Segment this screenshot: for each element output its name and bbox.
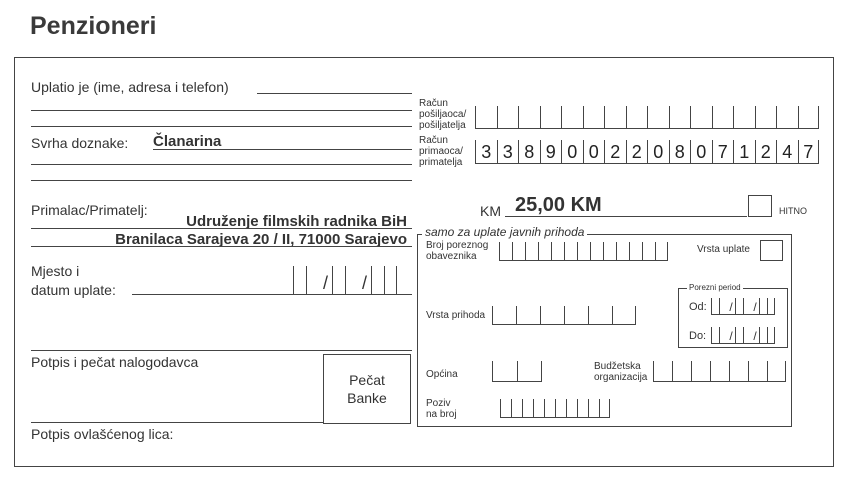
taxpayer-id-label: Broj poreznog obaveznika bbox=[426, 240, 489, 262]
payment-type-box[interactable] bbox=[760, 240, 783, 261]
budget-org-boxes[interactable] bbox=[653, 361, 786, 382]
recipient-address[interactable]: Branilaca Sarajeva 20 / II, 71000 Sarajevo bbox=[115, 231, 407, 248]
page-title: Penzioneri bbox=[30, 12, 157, 40]
purpose-line-1 bbox=[153, 149, 412, 150]
place-date-label-2: datum uplate: bbox=[31, 282, 116, 298]
recipient-name[interactable]: Udruženje filmskih radnika BiH bbox=[186, 213, 407, 230]
purpose-line-2[interactable] bbox=[31, 164, 412, 165]
payer-line-2[interactable] bbox=[31, 110, 412, 111]
period-to-boxes[interactable]: / / bbox=[711, 327, 775, 344]
place-date-label-1: Mjesto i bbox=[31, 263, 80, 279]
sender-account-boxes[interactable] bbox=[475, 106, 819, 129]
purpose-label: Svrha doznake: bbox=[31, 135, 129, 151]
bank-stamp-line-2: Banke bbox=[347, 390, 387, 406]
bank-stamp-box bbox=[323, 354, 411, 424]
bank-stamp-line-1: Pečat bbox=[349, 372, 385, 388]
amount-line bbox=[505, 216, 747, 217]
signature-official-line bbox=[31, 422, 323, 423]
recipient-account-label: Račun primaoca/ primatelja bbox=[419, 135, 463, 168]
payer-label: Uplatio je (ime, adresa i telefon) bbox=[31, 79, 229, 95]
taxpayer-id-boxes[interactable] bbox=[499, 242, 668, 261]
currency-label: KM bbox=[480, 203, 501, 219]
payment-slip bbox=[14, 57, 834, 467]
revenue-type-boxes[interactable] bbox=[492, 306, 636, 325]
municipality-boxes[interactable] bbox=[492, 361, 542, 382]
payment-type-label: Vrsta uplate bbox=[697, 244, 750, 255]
signature-top-line bbox=[31, 350, 412, 351]
period-from-label: Od: bbox=[689, 301, 707, 313]
reference-label: Poziv na broj bbox=[426, 398, 457, 420]
signature-official-label: Potpis ovlašćenog lica: bbox=[31, 426, 174, 442]
period-to-label: Do: bbox=[689, 330, 707, 342]
signature-payer-label: Potpis i pečat nalogodavca bbox=[31, 354, 199, 370]
recipient-account-boxes[interactable]: 3 3 8 9 0 0 2 2 0 8 0 7 1 2 4 7 bbox=[475, 140, 819, 164]
payer-line-3[interactable] bbox=[31, 126, 412, 127]
recipient-line-2 bbox=[31, 246, 412, 247]
recipient-line-1 bbox=[31, 228, 412, 229]
municipality-label: Općina bbox=[426, 369, 458, 380]
purpose-value[interactable]: Članarina bbox=[153, 133, 222, 150]
reference-boxes[interactable] bbox=[500, 399, 610, 418]
public-revenue-title: samo za uplate javnih prihoda bbox=[422, 225, 587, 239]
amount-value[interactable]: 25,00 KM bbox=[515, 194, 602, 216]
purpose-line-3[interactable] bbox=[31, 180, 412, 181]
payer-line-1[interactable] bbox=[257, 93, 412, 94]
tax-period-label: Porezni period bbox=[689, 283, 741, 292]
public-revenue-box bbox=[417, 225, 792, 427]
tax-period-box bbox=[678, 283, 788, 348]
revenue-type-label: Vrsta prihoda bbox=[426, 310, 486, 321]
date-boxes[interactable]: / / bbox=[293, 266, 397, 295]
recipient-label: Primalac/Primatelj: bbox=[31, 202, 148, 218]
sender-account-label: Račun pošiljaoca/ pošiljatelja bbox=[419, 98, 467, 131]
budget-org-label: Budžetska organizacija bbox=[594, 361, 648, 383]
urgent-label: HITNO bbox=[779, 206, 807, 216]
urgent-checkbox[interactable] bbox=[748, 195, 772, 217]
period-from-boxes[interactable]: / / bbox=[711, 298, 775, 315]
